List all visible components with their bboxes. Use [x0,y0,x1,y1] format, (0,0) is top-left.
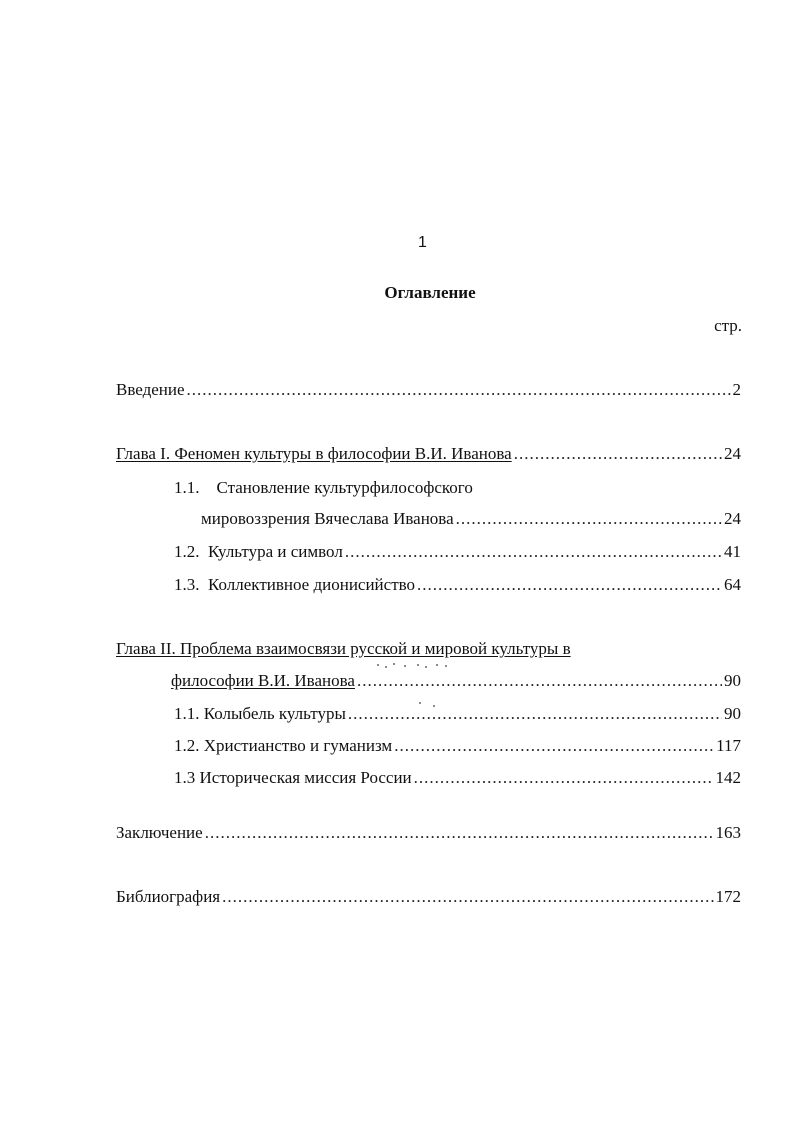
toc-entry-label: философии В.И. Иванова [171,671,355,690]
toc-entry-page: 117 [716,736,741,755]
toc-entry-1-1-line1 [174,477,473,499]
toc-entry-label: Заключение [116,823,203,842]
toc-entry-1-1 [201,508,741,530]
toc-entry-page: 90 [724,671,741,690]
toc-entry-page: 163 [715,823,741,842]
toc-entry-page: 41 [724,542,741,561]
section-number: 1.2. [174,542,200,561]
dot-leader [456,508,722,530]
toc-entry-1-3 [174,574,741,596]
section-number: 1.1. [174,478,200,497]
toc-entry-conclusion [116,822,741,844]
toc-entry-bibliography [116,886,741,908]
page-number: 1 [418,234,427,251]
toc-entry-page: 24 [724,444,741,463]
dot-leader [205,822,714,844]
toc-entry-label: Становление культурфилософского [216,478,473,497]
dot-leader [394,735,714,757]
toc-entry-2-1 [174,703,741,725]
toc-entry-page: 142 [715,768,741,787]
dot-leader [222,886,713,908]
toc-entry-chapter-2-line1: Глава II. Проблема взаимосвязи русской и мировой культуры в [116,639,571,658]
toc-entry-label: Коллективное дионисийство [208,575,416,594]
dot-leader [514,443,722,465]
toc-entry-label: Глава I. Феномен культуры в философии В.И. Иванова [116,444,512,463]
pages-column-label: стр. [714,316,742,335]
toc-entry-page: 24 [724,509,741,528]
toc-entry-label: 1.3 Историческая миссия России [174,768,412,787]
toc-entry-label: Культура и символ [208,542,343,561]
dot-leader [187,379,731,401]
dot-leader [348,703,722,725]
toc-entry-intro [116,379,741,401]
dot-leader [357,670,722,692]
toc-entry-2-3 [174,767,741,789]
toc-entry-page: 172 [715,887,741,906]
toc-entry-label: 1.1. Колыбель культуры [174,704,346,723]
dot-leader [414,767,714,789]
toc-entry-page: 90 [724,704,741,723]
toc-entry-label: Библиография [116,887,221,906]
toc-entry-1-2 [174,541,741,563]
toc-entry-label: мировоззрения Вячеслава Иванова [201,509,454,528]
toc-entry-2-2 [174,735,741,757]
section-number: 1.3. [174,575,200,594]
toc-entry-chapter-1 [116,443,741,465]
dot-leader [345,541,722,563]
dot-leader [417,574,722,596]
toc-entry-label: 1.2. Христианство и гуманизм [174,736,393,755]
page-title: Оглавление [384,283,476,302]
toc-entry-page: 2 [732,380,741,399]
toc-entry-chapter-2 [171,670,741,692]
toc-entry-page: 64 [724,575,741,594]
toc-entry-label: Введение [116,380,185,399]
